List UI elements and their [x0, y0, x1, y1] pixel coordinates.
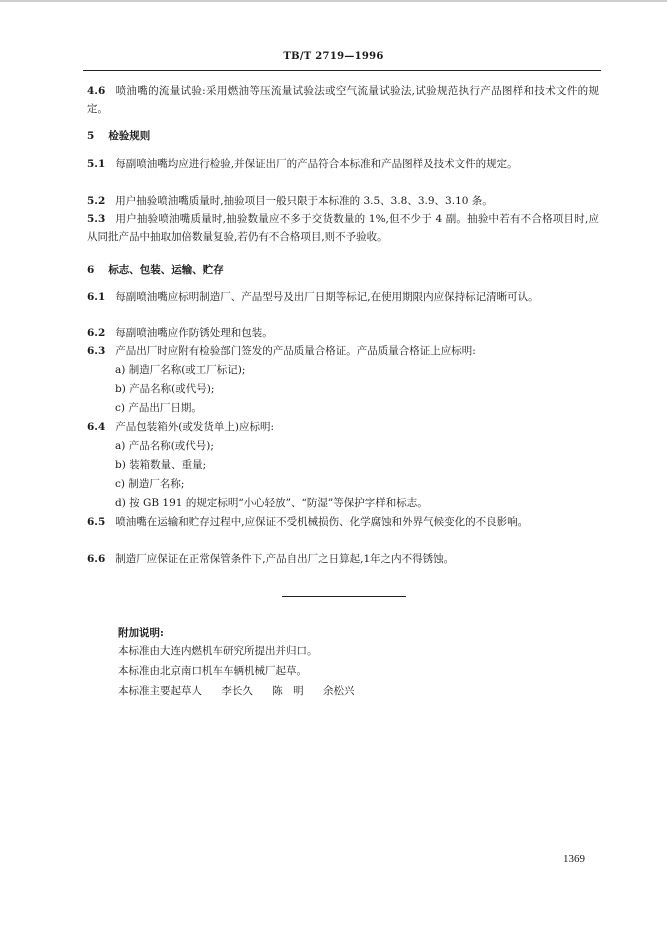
- section-5-heading: [87, 128, 150, 143]
- clause-text: 制造厂应保证在正常保管条件下,产品自出厂之日算起,1年之内不得锈蚀。: [115, 553, 455, 565]
- clause-6-5: [87, 513, 599, 531]
- clause-text: 喷油嘴在运输和贮存过程中,应保证不受机械损伤、化学腐蚀和外界气候变化的不良影响。: [115, 516, 529, 528]
- clause-text: 喷油嘴的流量试验:采用燃油等压流量试验法或空气流量试验法,试验规范执行产品图样和技术文件的规定。: [87, 85, 599, 115]
- list-item: c) 产品出厂日期。: [115, 402, 202, 414]
- header-rule: [83, 70, 601, 71]
- clause-6-2: [87, 324, 599, 342]
- clause-text: 每副喷油嘴均应进行检验,并保证出厂的产品符合本标准和产品图样及技术文件的规定。: [115, 158, 518, 170]
- section-number: 5: [87, 130, 95, 142]
- clause-number: 5.1: [87, 158, 106, 170]
- clause-5-3: [87, 210, 599, 246]
- clause-number: 6.2: [87, 327, 106, 339]
- clause-number: 5.2: [87, 195, 106, 207]
- note-line: 本标准由大连内燃机车研究所提出并归口。: [118, 645, 318, 657]
- clause-6-6: [87, 550, 599, 568]
- drafters-label: 本标准主要起草人: [118, 685, 202, 697]
- section-number: 6: [87, 264, 95, 276]
- clause-text: 用户抽验喷油嘴质量时,抽验数量应不多于交货数量的 1%,但不少于 4 副。抽验中若有不合格项目时,应从同批产品中抽取加倍数量复验,若仍有不合格项目,则不予验收。: [87, 213, 599, 243]
- list-item: a) 制造厂名称(或工厂标记);: [115, 364, 246, 376]
- list-item: b) 装箱数量、重量;: [115, 459, 207, 471]
- list-item: a) 产品名称(或代号);: [115, 440, 214, 452]
- clause-6-3: [87, 342, 599, 360]
- clause-6-4: [87, 418, 599, 436]
- clause-5-1: [87, 155, 599, 173]
- clause-text: 每副喷油嘴应作防锈处理和包装。: [115, 327, 273, 339]
- drafter-name: 陈 明: [272, 685, 304, 697]
- note-line: 本标准由北京南口机车车辆机械厂起草。: [118, 665, 307, 677]
- clause-text: 产品出厂时应附有检验部门签发的产品质量合格证。产品质量合格证上应标明:: [115, 345, 476, 357]
- top-edge-rule: [0, 0, 667, 2]
- end-of-text-rule: [282, 596, 406, 597]
- clause-number: 4.6: [87, 85, 106, 97]
- clause-text: 用户抽验喷油嘴质量时,抽验项目一般只限于本标准的 3.5、3.8、3.9、3.10 条。: [115, 195, 493, 207]
- clause-number: 6.1: [87, 291, 106, 303]
- drafters-line: [118, 682, 371, 700]
- clause-number: 6.6: [87, 553, 106, 565]
- page-number: 1369: [563, 853, 585, 865]
- list-item: d) 按 GB 191 的规定标明“小心轻放”、“防湿”等保护字样和标志。: [115, 497, 428, 509]
- clause-4-6: [87, 82, 599, 118]
- drafter-name: 李长久: [221, 685, 253, 697]
- section-title: 检验规则: [108, 130, 151, 142]
- section-6-heading: [87, 262, 224, 277]
- section-title: 标志、包装、运输、贮存: [108, 264, 224, 276]
- clause-text: 每副喷油嘴应标明制造厂、产品型号及出厂日期等标记,在使用期限内应保持标记清晰可认。: [115, 291, 539, 303]
- drafter-name: 余松兴: [323, 685, 355, 697]
- clause-number: 6.3: [87, 345, 106, 357]
- clause-number: 6.4: [87, 421, 106, 433]
- list-item: b) 产品名称(或代号);: [115, 383, 215, 395]
- clause-6-1: [87, 288, 599, 306]
- standard-code-header: TB/T 2719—1996: [283, 51, 384, 62]
- additional-notes-title: 附加说明:: [118, 627, 164, 639]
- list-item: c) 制造厂名称;: [115, 478, 185, 490]
- clause-number: 6.5: [87, 516, 106, 528]
- clause-5-2: [87, 192, 599, 210]
- clause-text: 产品包装箱外(或发货单上)应标明:: [115, 421, 275, 433]
- clause-number: 5.3: [87, 213, 106, 225]
